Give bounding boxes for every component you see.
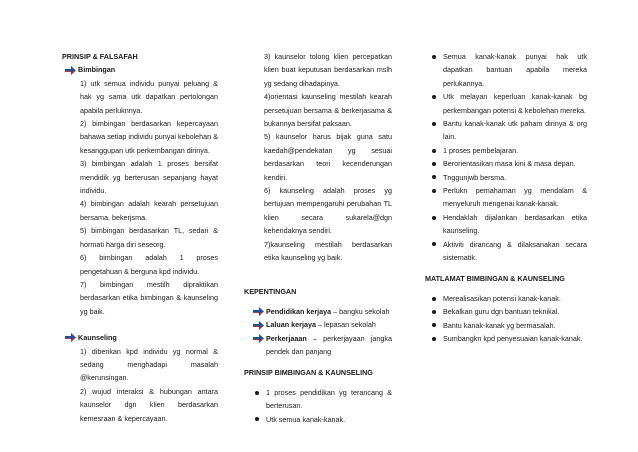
bullet-dot-icon: [425, 50, 443, 63]
bullet-dot-icon: [425, 184, 443, 197]
bimbingan-para: 4) bimbingan adalah kearah persetujuan bersama, bekerjsma.: [80, 199, 218, 222]
matlamat-item: Merealisasikan potensi kanak-kanak.: [425, 292, 587, 305]
kepentingan-desc: – bangku sekolah: [331, 306, 390, 316]
heading-prinsip-bimbingan-kaunseling: PRINSIP BIMBINGAN & KAUNSELING: [244, 367, 373, 377]
kaunseling-para: 7)kaunseling mestilah berdasarkan etika kaunseling yg baik.: [264, 239, 392, 263]
prinsip-item: Utk semua kanak-kanak.: [244, 413, 392, 426]
bullet-dot-icon: [425, 292, 443, 305]
kaunseling-para: 2) wujud interaksi & hubungan antara kaunselor dgn klien berdasarkan kemesraan & kepercayaan.: [80, 386, 218, 423]
kaunseling-paragraphs: [62, 345, 218, 425]
arrow-bullet-icon: [250, 318, 266, 331]
bullet-dot-icon: [248, 386, 266, 399]
bullet-dot-icon: [425, 211, 443, 224]
kaunseling-para: 6) kaunseling adalah proses yg bertujuan mempengaruhi perubahan TL klien secara sukarela@dgn kehendaknya sendiri.: [264, 186, 392, 236]
bimbingan-title: Bimbingan: [78, 65, 116, 75]
bimbingan-subheading: [62, 63, 218, 76]
arrow-bullet-icon: [62, 63, 78, 76]
column-2: [244, 50, 392, 426]
kepentingan-item: [244, 332, 392, 359]
bullet-dot-icon: [425, 117, 443, 130]
bullet-dot-icon: [425, 157, 443, 170]
bullet-dot-icon: [248, 413, 266, 426]
bullet-dot-icon: [425, 305, 443, 318]
bullet-dot-icon: [425, 144, 443, 157]
arrow-bullet-icon: [250, 305, 266, 318]
kepentingan-desc: – lepasan sekolah: [315, 320, 376, 330]
kepentingan-term: Laluan kerjaya: [266, 320, 316, 330]
matlamat-item: Bekalkan guru dgn bantuan teknikal.: [425, 305, 587, 318]
kepentingan-term: Perkerjaaan: [266, 333, 307, 343]
kaunseling-title: Kaunseling: [78, 333, 117, 343]
bullet-dot-icon: [425, 332, 443, 345]
bimbingan-para: 2) bimbingan berdasarkan kepercayaan bahawa setiap individu punyai kebolehan & kesanggupan utk perkembangan dirinya.: [80, 119, 218, 155]
prinsip-item: Aktiviti dirancang & dilaksanakan secara sistematik.: [425, 238, 587, 265]
kaunseling-para: 1) diberikan kpd individu yg normal & sedang menghadapi masalah @kerunsingan.: [80, 346, 218, 383]
bullet-dot-icon: [425, 90, 443, 103]
prinsip-item: Perlukn pemahaman yg mendalam & menyeluruh mengenai kanak-kanak.: [425, 184, 587, 211]
heading-kepentingan: KEPENTINGAN: [244, 286, 297, 296]
heading-matlamat: MATLAMAT BIMBINGAN & KAUNSELING: [425, 273, 565, 283]
bimbingan-para: 6) bimbingan adalah 1 proses pengetahuan & berguna kpd individu.: [80, 253, 218, 276]
kepentingan-desc: – perkerjayaan jangka pendek dan panjang: [266, 333, 392, 357]
prinsip-item: Bantu kanak-kanak utk paham dirinya & org lain.: [425, 117, 587, 144]
kepentingan-item: [244, 318, 392, 331]
bimbingan-para: 7) bimbingan mestilh dipraktikan berdasarkan etika bimbingan & kaunseling yg baik.: [80, 279, 218, 316]
bullet-dot-icon: [425, 171, 443, 184]
matlamat-item: Bantu kanak-kanak yg bermasalah.: [425, 319, 587, 332]
prinsip-item: Berorientasikan masa kini & masa depan.: [425, 157, 587, 170]
column-1: [62, 50, 218, 425]
bimbingan-para: 1) utk semua individu punyai peluang & hak yg sama utk dapatkan pertolongan apabila perluknnya.: [80, 78, 218, 115]
kaunseling-para: 4)orientasi kaunseling mestilah kearah persetujuan bersama & berkerjasama & bukannya bersifat paksaan.: [264, 92, 392, 129]
prinsip-item: Hendaklah dijalankan berdasarkan etika kaunseling.: [425, 211, 587, 238]
prinsip-item: Semua kanak-kanak punyai hak utk dapatkan bantuan apabila mereka perlukannya.: [425, 50, 587, 90]
prinsip-item: 1 proses pembelajaran.: [425, 144, 587, 157]
prinsip-item: 1 proses pendidikan yg terancang & berterusan.: [244, 386, 392, 413]
kaunseling-subheading: [62, 331, 218, 344]
heading-prinsip-falsafah: PRINSIP & FALSAFAH: [62, 52, 138, 61]
arrow-bullet-icon: [250, 332, 266, 345]
bimbingan-paragraphs: [62, 77, 218, 318]
column-3: [425, 50, 587, 346]
kaunseling-para: 3) kaunselor tolong klien percepatkan klien buat keputusan berdasarkan mslh yg sedang dihadapinya.: [264, 52, 392, 88]
kepentingan-item: [244, 305, 392, 318]
kepentingan-term: Pendidikan kerjaya: [266, 306, 332, 316]
prinsip-item: Utk melayan keperluan kanak-kanak bg perkembangan potensi & kebolehan mereka.: [425, 90, 587, 117]
arrow-bullet-icon: [62, 331, 78, 344]
bimbingan-para: 5) bimbingan berdasarkan TL, sedari & hormati harga diri seseorg.: [80, 226, 218, 249]
kaunseling-para: 5) kaunselor harus bijak guna satu kaedah@pendekatan yg sesuai berdasarkan teori kecenderungan kendiri.: [264, 132, 392, 182]
bullet-dot-icon: [425, 238, 443, 251]
kaunseling-continued: [244, 50, 392, 265]
bimbingan-para: 3) bimbingan adalah 1 proses bersifat mendidik yg berterusan sepanjang hayat individu.: [80, 159, 218, 196]
bullet-dot-icon: [425, 319, 443, 332]
matlamat-item: Sumbangkn kpd penyesuaian kanak-kanak.: [425, 332, 587, 345]
prinsip-item: Tnggunjwb bersma.: [425, 171, 587, 184]
